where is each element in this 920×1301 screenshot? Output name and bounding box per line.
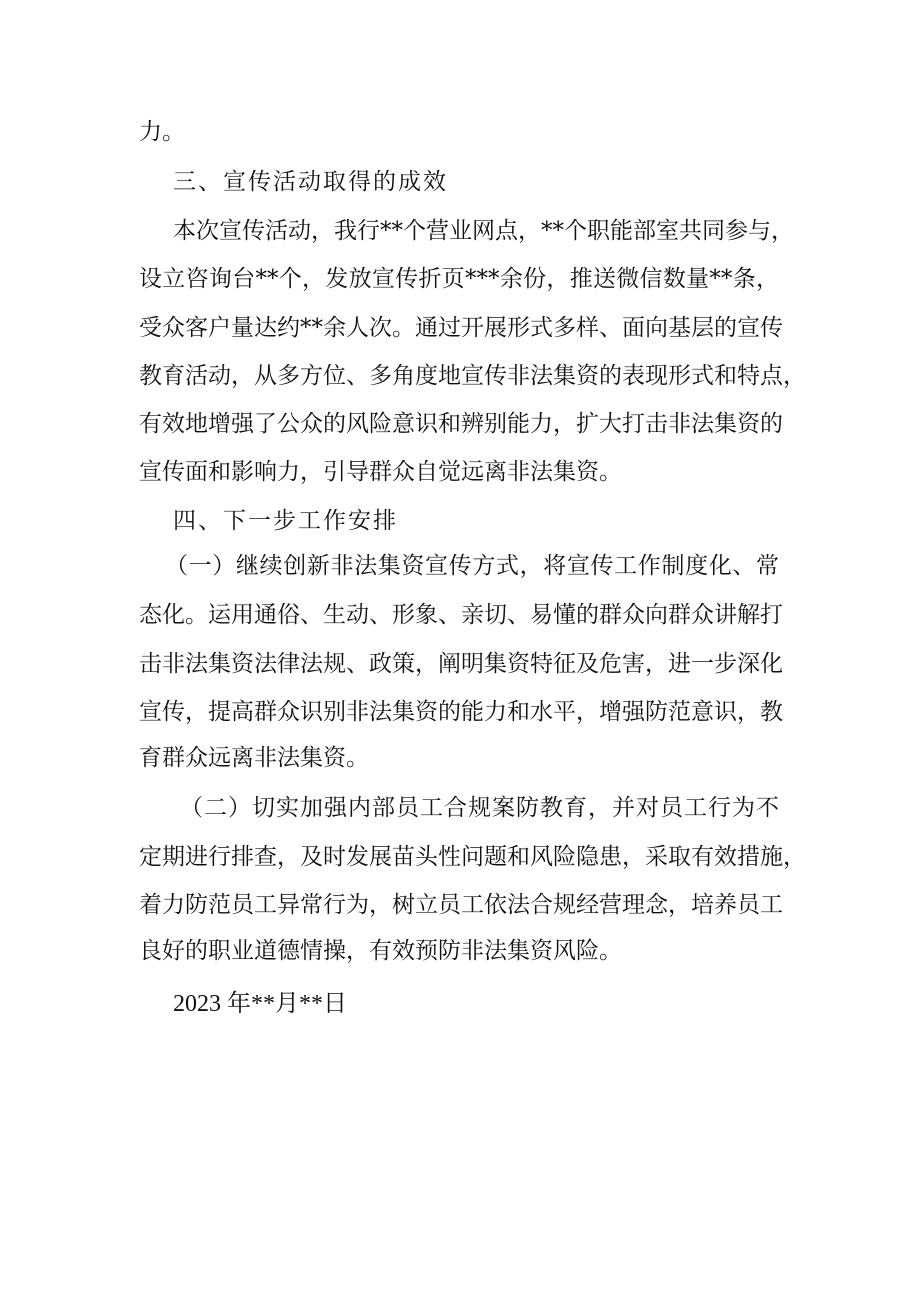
carryover-line: 力。 (139, 119, 185, 145)
section4-item2-line-1: （二）切实加强内部员工合规案防教育，并对员工行为不 (180, 795, 779, 821)
section3-line-5: 有效地增强了公众的风险意识和辨别能力，扩大打击非法集资的 (139, 411, 783, 437)
section3-line-3: 受众客户量达约**余人次。通过开展形式多样、面向基层的宣传 (139, 315, 783, 341)
section4-item1-line-4: 宣传，提高群众识别非法集资的能力和水平，增强防范意识，教 (139, 699, 783, 725)
document-date: 2023 年**月**日 (173, 991, 347, 1017)
section4-heading: 四、下一步工作安排 (173, 508, 398, 534)
section3-line-2: 设立咨询台**个，发放宣传折页***余份，推送微信数量**条， (139, 266, 779, 292)
section4-item1-line-2: 态化。运用通俗、生动、形象、亲切、易懂的群众向群众讲解打 (139, 602, 783, 628)
section4-item2-line-2: 定期进行排查，及时发展苗头性问题和风险隐患，采取有效措施， (139, 844, 806, 870)
section3-line-1: 本次宣传活动，我行**个营业网点，**个职能部室共同参与， (173, 218, 794, 244)
section4-item2-line-4: 良好的职业道德情操，有效预防非法集资风险。 (139, 938, 622, 964)
section3-line-6: 宣传面和影响力，引导群众自觉远离非法集资。 (139, 459, 622, 485)
section3-heading: 三、宣传活动取得的成效 (173, 169, 448, 195)
section4-item1-line-5: 育群众远离非法集资。 (139, 745, 369, 771)
section4-item1-line-1: （一）继续创新非法集资宣传方式，将宣传工作制度化、常 (165, 553, 779, 579)
section3-line-4: 教育活动，从多方位、多角度地宣传非法集资的表现形式和特点， (139, 363, 806, 389)
section4-item1-line-3: 击非法集资法律法规、政策，阐明集资特征及危害，进一步深化 (139, 651, 783, 677)
section4-item2-line-3: 着力防范员工异常行为，树立员工依法合规经营理念，培养员工 (139, 892, 783, 918)
